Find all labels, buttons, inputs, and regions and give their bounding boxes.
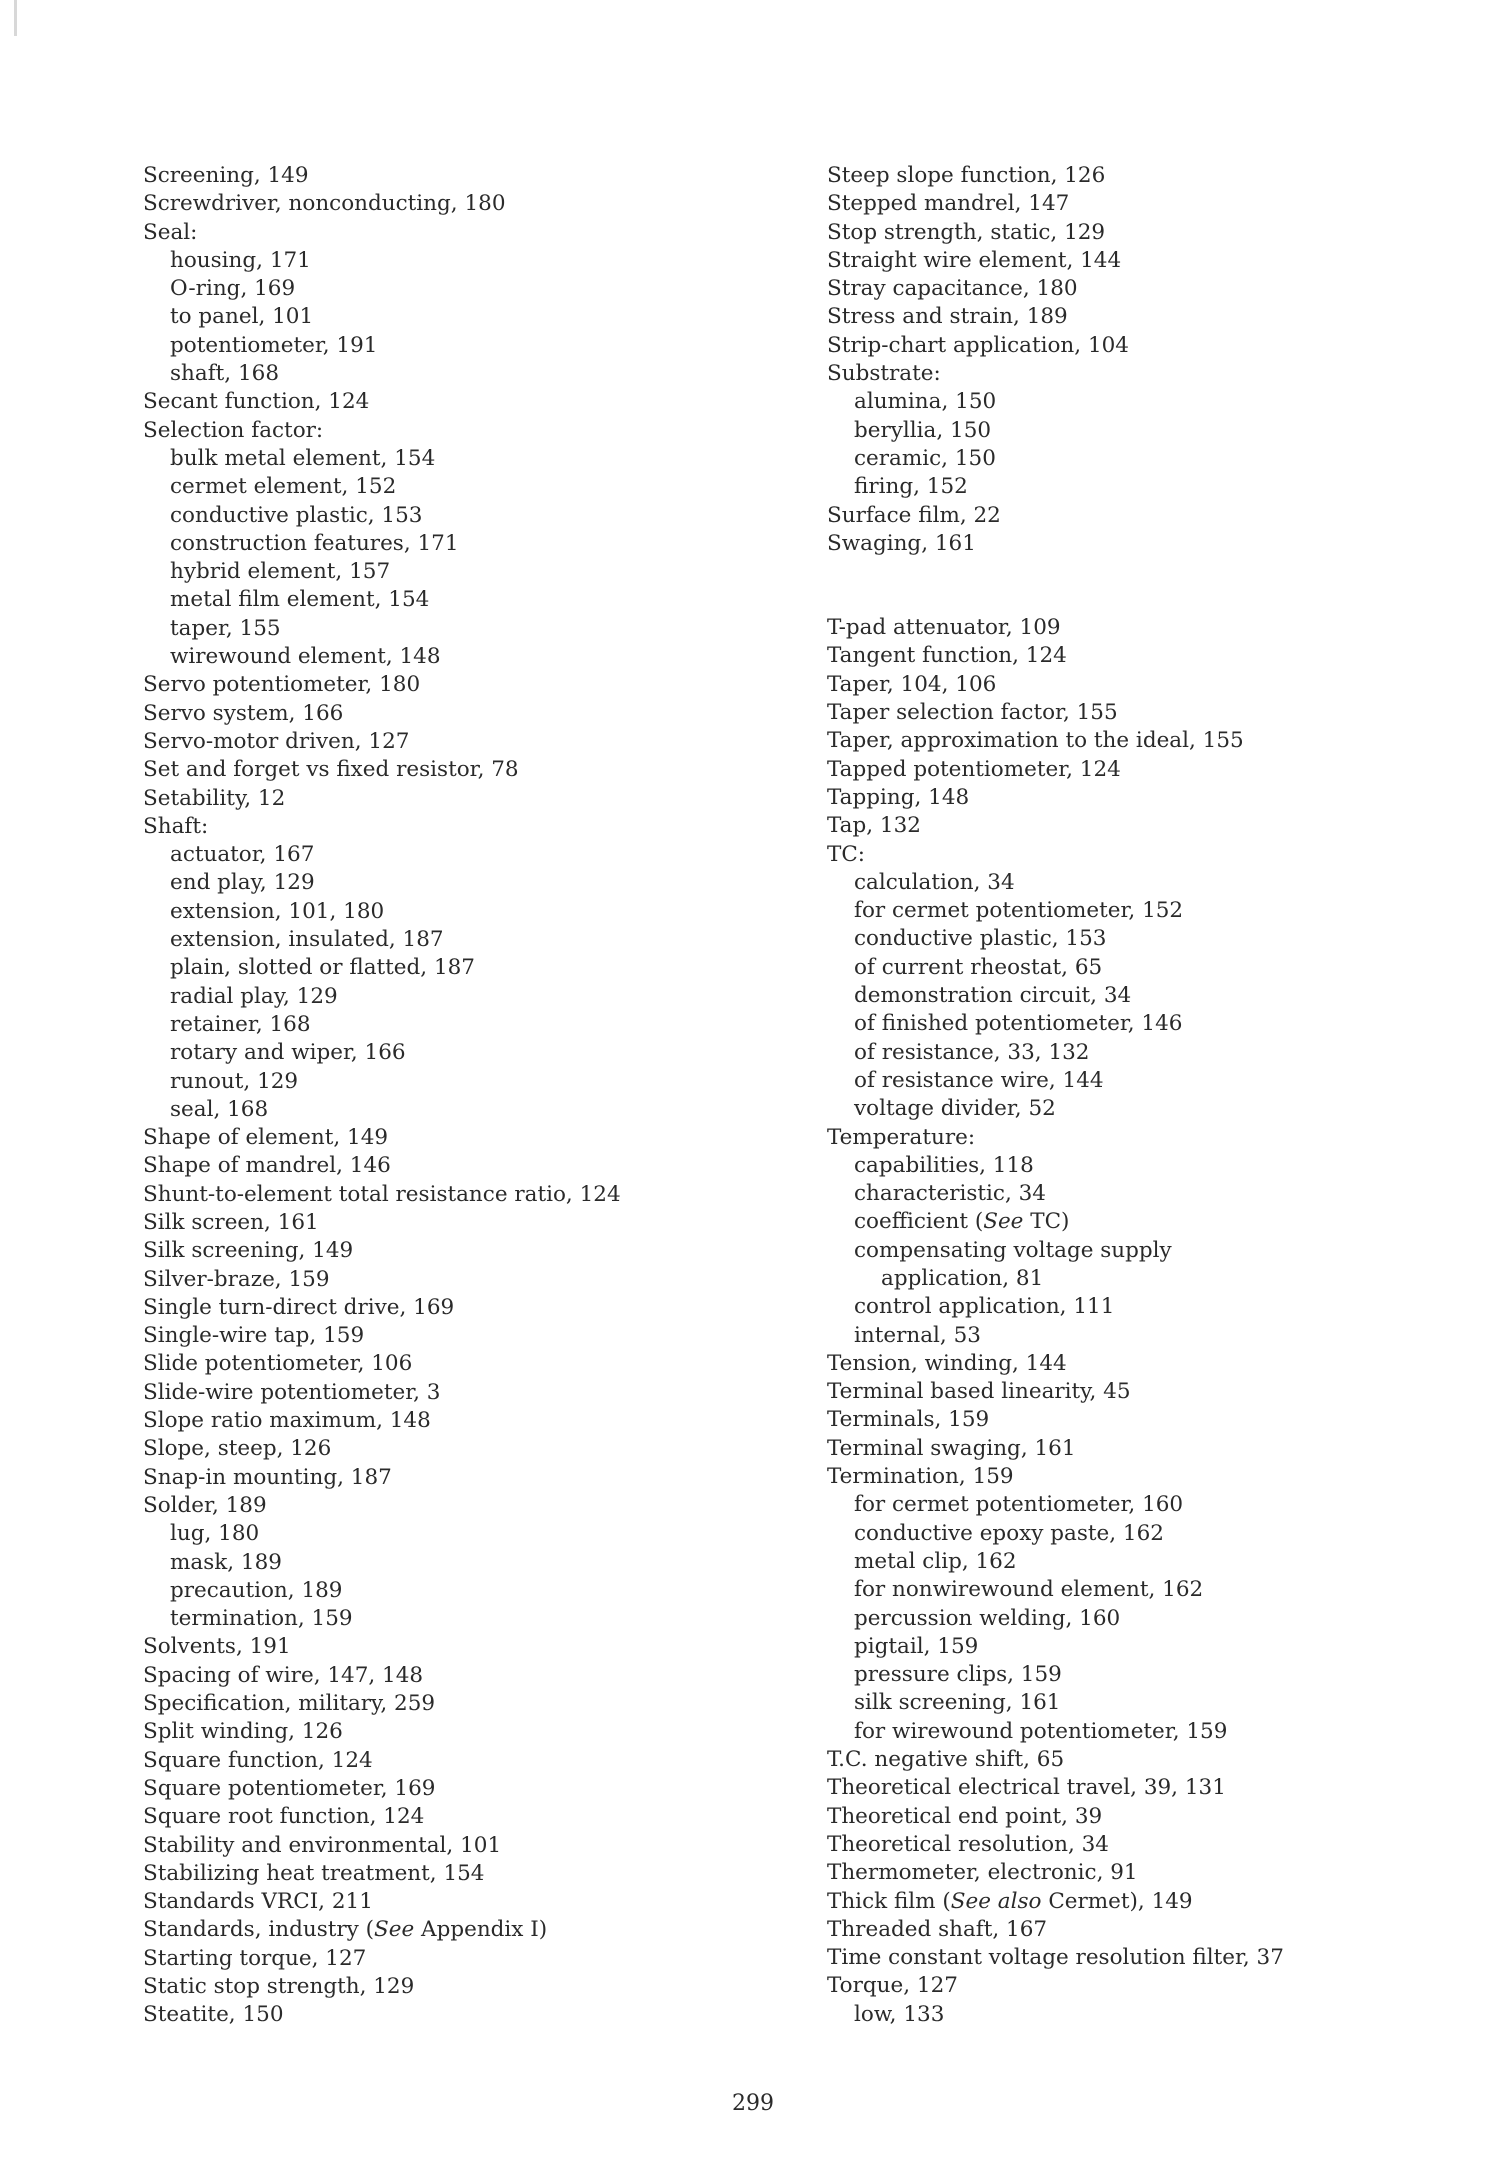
entry-text: O-ring, 169 [170,276,296,302]
entry-text: seal, 168 [170,1096,269,1122]
index-entry [143,756,763,784]
index-entry [827,614,1457,642]
entry-text: compensating voltage supply [854,1237,1172,1263]
entry-text: Tap, 132 [827,813,921,839]
entry-text: Stabilizing heat treatment, 154 [143,1860,485,1886]
index-subentry [143,869,763,897]
index-entry [143,1492,763,1520]
entry-text: Straight wire element, 144 [827,247,1122,273]
entry-text: Snap-in mounting, 187 [143,1464,392,1490]
entry-text: application, 81 [881,1265,1044,1291]
scan-edge-mark [14,0,17,36]
entry-text: runout, 129 [170,1068,299,1094]
entry-text: precaution, 189 [170,1577,343,1603]
entry-text: Servo system, 166 [143,700,344,726]
index-subentry [827,1237,1457,1265]
index-entry [143,700,763,728]
entry-text: characteristic, 34 [854,1181,1046,1207]
entry-text: T.C. negative shift, 65 [827,1747,1065,1773]
entry-text: Thick film ( [827,1888,951,1914]
index-subentry [827,982,1457,1010]
index-subentry [827,897,1457,925]
entry-text: conductive plastic, 153 [170,502,423,528]
index-entry [143,417,763,445]
index-entry [143,1435,763,1463]
entry-text: Terminal swaging, 161 [827,1435,1076,1461]
index-entry [143,162,763,190]
index-entry [827,841,1457,869]
entry-text: pressure clips, 159 [854,1662,1062,1688]
index-entry [143,1464,763,1492]
index-subentry [827,473,1457,501]
index-subentry [143,502,763,530]
entry-text-after: TC) [1023,1209,1070,1235]
index-subentry [827,1322,1457,1350]
index-subentry [143,1549,763,1577]
index-entry [827,1378,1457,1406]
index-subentry [827,925,1457,953]
index-entry [827,1124,1457,1152]
entry-text: actuator, 167 [170,842,315,868]
entry-text: Screwdriver, nonconducting, 180 [143,191,506,217]
entry-text: for cermet potentiometer, 152 [854,898,1184,924]
entry-text: Thermometer, electronic, 91 [827,1860,1138,1886]
index-entry [827,812,1457,840]
index-subentry [143,275,763,303]
index-entry [827,275,1457,303]
index-entry [827,1888,1457,1916]
entry-text: Stability and environmental, 101 [143,1832,502,1858]
index-entry [827,1859,1457,1887]
entry-text: Substrate: [827,361,941,387]
entry-text: firing, 152 [854,474,968,500]
entry-text: cermet element, 152 [170,474,397,500]
entry-text: Square function, 124 [143,1747,373,1773]
entry-text: Swaging, 161 [827,530,976,556]
index-entry [143,1973,763,2001]
entry-text: Specification, military, 259 [143,1691,436,1717]
entry-text: Silver-braze, 159 [143,1266,330,1292]
index-subentry [827,1180,1457,1208]
index-subentry [827,1208,1457,1236]
entry-text: Slope ratio maximum, 148 [143,1408,431,1434]
index-subentry [143,445,763,473]
index-subentry [143,1011,763,1039]
index-subentry [827,869,1457,897]
index-subentry [143,1039,763,1067]
index-subentry [143,983,763,1011]
index-subentry [143,1520,763,1548]
index-entry [143,1718,763,1746]
index-entry [827,1972,1457,2000]
index-entry [143,1633,763,1661]
entry-text: Temperature: [827,1124,976,1150]
entry-text: Solvents, 191 [143,1634,291,1660]
entry-text: TC: [827,841,866,867]
index-subentry [143,247,763,275]
entry-text: bulk metal element, 154 [170,445,436,471]
index-subentry [143,530,763,558]
entry-text: Tension, winding, 144 [827,1350,1067,1376]
index-subentry [143,1068,763,1096]
index-subentry [827,1095,1457,1123]
index-column-left [143,162,763,2030]
index-entry [827,1350,1457,1378]
entry-text: Tapped potentiometer, 124 [827,756,1121,782]
entry-text: Steatite, 150 [143,2002,284,2028]
entry-text: ceramic, 150 [854,445,996,471]
entry-text: silk screening, 161 [854,1690,1061,1716]
page-number: 299 [732,2091,774,2116]
index-entry [827,219,1457,247]
entry-text: Silk screen, 161 [143,1209,319,1235]
entry-text: Servo-motor driven, 127 [143,728,410,754]
entry-text: plain, slotted or flatted, 187 [170,955,475,981]
index-entry [827,360,1457,388]
entry-text: for wirewound potentiometer, 159 [854,1718,1228,1744]
entry-text: Tangent function, 124 [827,643,1067,669]
index-entry [143,1152,763,1180]
index-column-right [827,162,1457,2029]
index-entry [143,219,763,247]
index-subentry [143,1577,763,1605]
entry-text: construction features, 171 [170,530,459,556]
entry-text: Stray capacitance, 180 [827,276,1078,302]
index-subentry [827,1520,1457,1548]
entry-text: of resistance, 33, 132 [854,1039,1090,1065]
index-entry [143,1860,763,1888]
entry-text: Starting torque, 127 [143,1945,367,1971]
index-subentry [827,1548,1457,1576]
entry-text: for cermet potentiometer, 160 [854,1492,1184,1518]
entry-text: conductive plastic, 153 [854,926,1107,952]
index-entry [827,1435,1457,1463]
entry-text: alumina, 150 [854,389,997,415]
entry-text: Time constant voltage resolution filter, 37 [827,1945,1284,1971]
index-entry [827,162,1457,190]
entry-text: Seal: [143,219,198,245]
entry-text: Termination, 159 [827,1464,1014,1490]
entry-text: Standards VRCI, 211 [143,1889,373,1915]
index-subentry [143,1096,763,1124]
entry-text: Tapping, 148 [827,784,970,810]
entry-text: Single turn-direct drive, 169 [143,1294,455,1320]
index-entry [143,1690,763,1718]
index-subentry [827,954,1457,982]
index-entry [827,1944,1457,1972]
entry-text: Set and forget vs fixed resistor, 78 [143,757,519,783]
index-entry [827,530,1457,558]
index-entry [827,190,1457,218]
index-entry [143,1294,763,1322]
index-entry [827,756,1457,784]
index-entry [827,1406,1457,1434]
entry-text: shaft, 168 [170,361,280,387]
entry-text: extension, insulated, 187 [170,927,444,953]
entry-text: metal clip, 162 [854,1548,1017,1574]
index-subentry [143,954,763,982]
index-subentry [827,1067,1457,1095]
entry-text: potentiometer, 191 [170,332,378,358]
entry-text: Square potentiometer, 169 [143,1775,436,1801]
entry-text: Terminal based linearity, 45 [827,1379,1131,1405]
entry-text: Taper, approximation to the ideal, 155 [827,728,1244,754]
index-entry [143,1209,763,1237]
index-entry [143,1181,763,1209]
entry-text: retainer, 168 [170,1011,311,1037]
index-entry [143,671,763,699]
index-subentry [827,1661,1457,1689]
entry-see-reference: See [983,1209,1024,1235]
index-entry [143,813,763,841]
entry-text: Taper selection factor, 155 [827,700,1118,726]
index-entry [143,1945,763,1973]
index-entry [143,1803,763,1831]
index-subentry [143,332,763,360]
entry-text: control application, 111 [854,1294,1115,1320]
index-entry [827,247,1457,275]
entry-text: T-pad attenuator, 109 [827,615,1061,641]
index-entry [827,1463,1457,1491]
index-subentry [143,586,763,614]
index-entry [143,1916,763,1944]
entry-text: Shape of mandrel, 146 [143,1153,391,1179]
entry-text: Torque, 127 [827,1973,958,1999]
entry-text: rotary and wiper, 166 [170,1040,406,1066]
entry-text: calculation, 34 [854,869,1015,895]
entry-text: housing, 171 [170,247,311,273]
index-subentry [827,388,1457,416]
entry-text: Split winding, 126 [143,1719,343,1745]
entry-see-reference: See also [950,1888,1042,1914]
index-entry [143,388,763,416]
entry-text: voltage divider, 52 [854,1096,1056,1122]
index-subentry [827,1689,1457,1717]
entry-text: of current rheostat, 65 [854,954,1103,980]
index-subentry [143,360,763,388]
entry-text: Solder, 189 [143,1492,267,1518]
entry-text: for nonwirewound element, 162 [854,1577,1204,1603]
index-entry [827,671,1457,699]
entry-text: Selection factor: [143,417,324,443]
index-subentry [827,1576,1457,1604]
entry-text: Standards, industry ( [143,1917,375,1943]
entry-text: hybrid element, 157 [170,559,391,585]
index-entry [827,303,1457,331]
entry-text: Threaded shaft, 167 [827,1916,1048,1942]
entry-text: extension, 101, 180 [170,898,385,924]
index-entry [143,1266,763,1294]
entry-text: Theoretical end point, 39 [827,1803,1103,1829]
index-entry [827,1803,1457,1831]
index-subentry [827,445,1457,473]
entry-text: Silk screening, 149 [143,1238,354,1264]
entry-text: Secant function, 124 [143,389,370,415]
index-entry [827,784,1457,812]
entry-text: to panel, 101 [170,304,314,330]
index-subentry [827,1718,1457,1746]
entry-text: Terminals, 159 [827,1407,990,1433]
entry-text: Slope, steep, 126 [143,1436,332,1462]
index-subentry [827,1491,1457,1519]
index-entry [143,728,763,756]
entry-text: Shunt-to-element total resistance ratio, 124 [143,1181,621,1207]
entry-text-after: Appendix I) [414,1917,548,1943]
entry-text: termination, 159 [170,1606,353,1632]
index-subentry [827,1633,1457,1661]
index-subentry [143,615,763,643]
entry-text: Slide potentiometer, 106 [143,1351,413,1377]
entry-text: mask, 189 [170,1549,282,1575]
entry-text: demonstration circuit, 34 [854,983,1132,1009]
entry-text: Square root function, 124 [143,1804,425,1830]
entry-text: Single-wire tap, 159 [143,1323,365,1349]
entry-text: Surface film, 22 [827,502,1001,528]
entry-text: Steep slope function, 126 [827,163,1106,188]
index-entry [143,190,763,218]
index-entry [827,1746,1457,1774]
index-entry [143,1350,763,1378]
entry-text: taper, 155 [170,615,281,641]
index-entry [143,1407,763,1435]
entry-text: Stepped mandrel, 147 [827,191,1070,217]
entry-text: Theoretical resolution, 34 [827,1831,1109,1857]
index-entry [827,502,1457,530]
index-entry [143,1322,763,1350]
entry-text: Taper, 104, 106 [827,671,997,697]
entry-text: internal, 53 [854,1322,981,1348]
index-subentry [827,1152,1457,1180]
entry-text: end play, 129 [170,870,315,896]
index-subentry [827,1039,1457,1067]
entry-text: Stress and strain, 189 [827,304,1068,330]
index-entry [827,1831,1457,1859]
entry-text: Static stop strength, 129 [143,1974,415,1999]
index-subentry [143,898,763,926]
index-subentry [827,2001,1457,2029]
index-subentry [143,303,763,331]
entry-text: percussion welding, 160 [854,1605,1121,1631]
index-entry [143,1747,763,1775]
entry-text: of finished potentiometer, 146 [854,1011,1183,1037]
entry-text: lug, 180 [170,1521,260,1547]
entry-text: pigtail, 159 [854,1633,979,1659]
index-subentry [827,1293,1457,1321]
index-entry [143,1662,763,1690]
index-entry [143,1237,763,1265]
index-entry [827,699,1457,727]
entry-text: Servo potentiometer, 180 [143,672,421,698]
index-entry [143,1775,763,1803]
entry-text: wirewound element, 148 [170,644,441,670]
index-entry [827,1774,1457,1802]
index-subentry [143,926,763,954]
index-entry [143,1124,763,1152]
entry-text: Slide-wire potentiometer, 3 [143,1379,441,1405]
index-subentry [827,1265,1457,1293]
index-entry [143,1888,763,1916]
entry-text: low, 133 [854,2001,945,2027]
section-gap [827,558,1457,614]
index-subentry [143,1605,763,1633]
entry-text: coefficient ( [854,1209,984,1235]
index-entry [143,785,763,813]
entry-text: capabilities, 118 [854,1152,1034,1178]
entry-text-after: Cermet), 149 [1041,1888,1193,1914]
index-entry [827,727,1457,755]
index-subentry [827,417,1457,445]
index-subentry [143,643,763,671]
index-subentry [143,473,763,501]
entry-text: beryllia, 150 [854,417,992,443]
index-subentry [827,1010,1457,1038]
index-entry [827,642,1457,670]
entry-text: Shape of element, 149 [143,1125,389,1151]
entry-text: metal film element, 154 [170,587,430,613]
index-entry [143,1832,763,1860]
entry-text: Setability, 12 [143,785,286,811]
entry-text: Strip-chart application, 104 [827,332,1129,358]
index-entry [143,1379,763,1407]
entry-text: Stop strength, static, 129 [827,219,1106,245]
entry-text: Spacing of wire, 147, 148 [143,1662,424,1688]
entry-text: of resistance wire, 144 [854,1067,1104,1093]
entry-text: conductive epoxy paste, 162 [854,1520,1164,1546]
entry-see-reference: See [374,1917,415,1943]
entry-text: Screening, 149 [143,163,309,188]
entry-text: Theoretical electrical travel, 39, 131 [827,1775,1226,1801]
index-subentry [827,1605,1457,1633]
index-subentry [143,558,763,586]
index-entry [827,332,1457,360]
index-entry [143,2001,763,2029]
entry-text: Shaft: [143,813,209,839]
index-subentry [143,841,763,869]
index-entry [827,1916,1457,1944]
entry-text: radial play, 129 [170,983,338,1009]
